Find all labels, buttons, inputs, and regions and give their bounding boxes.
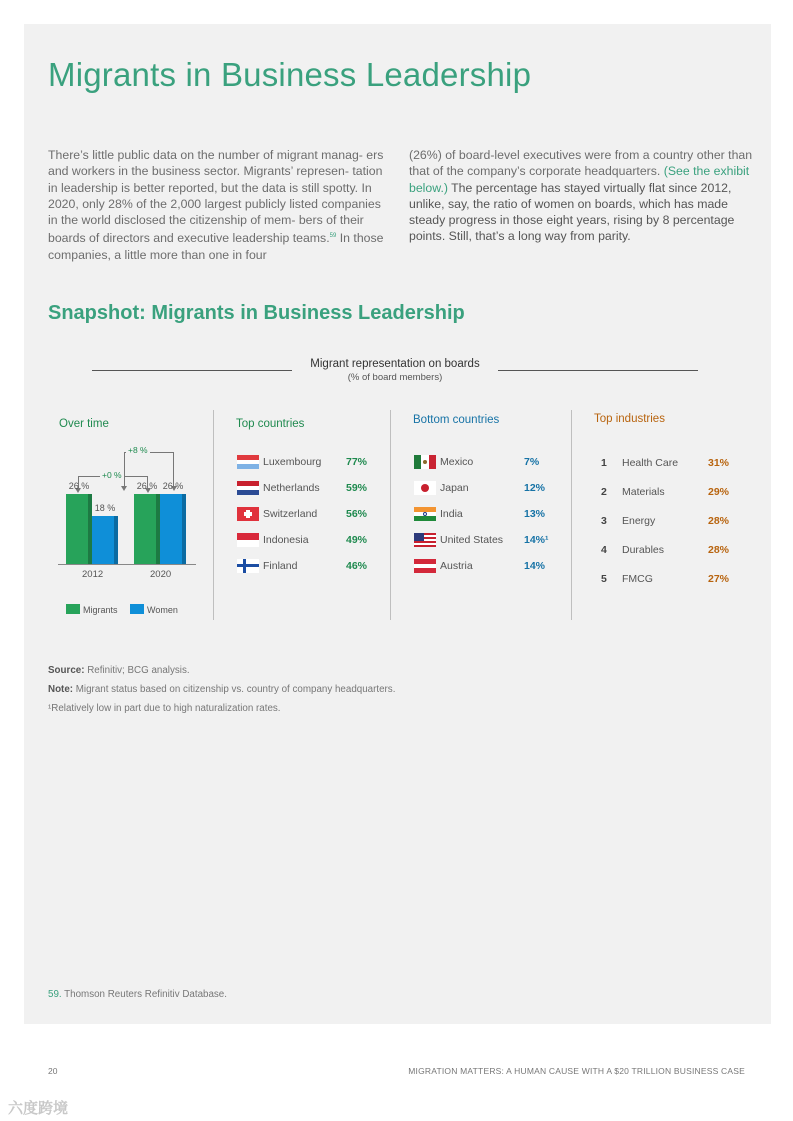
- industry-value: 27%: [708, 573, 730, 585]
- netherlands-flag-icon: [237, 481, 259, 495]
- industry-rank: 5: [601, 573, 607, 585]
- footnote-ref[interactable]: 59: [329, 233, 337, 240]
- country-name: Netherlands: [263, 482, 320, 494]
- list-item: [414, 559, 564, 575]
- country-name: India: [440, 508, 463, 520]
- country-value: 46%: [346, 560, 368, 572]
- japan-flag-icon: [414, 481, 436, 495]
- legend-label-migrants: Migrants: [83, 605, 118, 615]
- body-right-text2: The percentage has stayed virtually flat since 2012, unlike, say, the ratio of women on boards, which has made steady progress in those eight years, rising by 8 percentage points. Still, that’s a long way from parity.: [409, 180, 735, 244]
- industry-rank: 4: [601, 544, 607, 556]
- bar-label: 26 %: [162, 481, 184, 491]
- list-item: [414, 481, 564, 497]
- country-value: 59%: [346, 482, 368, 494]
- exhibit-link[interactable]: (See the exhibit below.): [409, 164, 750, 195]
- industry-value: 28%: [708, 544, 730, 556]
- country-name: Japan: [440, 482, 469, 494]
- bar-migrants-2012: [66, 494, 92, 564]
- over-time-chart: [56, 440, 206, 620]
- women-change-label: +8 %: [128, 445, 148, 455]
- country-name: Switzerland: [263, 508, 318, 520]
- exhibit-header: [92, 358, 698, 383]
- legend-swatch-women: [130, 604, 144, 614]
- industry-rank: 3: [601, 515, 607, 527]
- note-label: Note:: [48, 684, 74, 695]
- list-item: [237, 481, 387, 497]
- austria-flag-icon: [414, 559, 436, 573]
- country-name: United States: [440, 534, 504, 546]
- list-item: [237, 455, 387, 471]
- body-left-text: There’s little public data on the number of migrant manag- ers and workers in the business sector. Migrants’ represen- tation in leadership is better reported, but the data is still spotty. In 2020, only 28% of the 2,000 largest publicly listed companies in the world disclosed the citizenship of mem- bers of their boards of directors and executive leadership teams.: [48, 148, 384, 246]
- country-value: 14%¹: [524, 534, 549, 546]
- footnote-text: Thomson Reuters Refinitiv Database.: [61, 989, 227, 1000]
- list-item: [601, 572, 741, 588]
- x-tick-label: 2012: [82, 569, 104, 580]
- top-industries-heading: Top industries: [594, 413, 665, 425]
- country-value: 56%: [346, 508, 368, 520]
- country-value: 13%: [524, 508, 546, 520]
- industry-name: FMCG: [622, 573, 653, 585]
- country-value: 12%: [524, 482, 546, 494]
- exhibit-subtitle: (% of board members): [347, 372, 443, 383]
- watermark-logo: 六度跨境: [8, 1100, 69, 1117]
- list-item: [237, 533, 387, 549]
- bar-women-2020: [160, 494, 186, 564]
- list-item: [414, 507, 564, 523]
- industry-name: Materials: [622, 486, 665, 498]
- country-value: 14%: [524, 560, 546, 572]
- country-value: 7%: [524, 456, 540, 468]
- industry-rank: 2: [601, 486, 607, 498]
- column-divider: [571, 410, 572, 620]
- industry-value: 29%: [708, 486, 730, 498]
- bottom-countries-heading: Bottom countries: [413, 414, 500, 426]
- x-tick-label: 2020: [150, 569, 172, 580]
- header-rule-right: [498, 370, 698, 371]
- bar-label: 26 %: [136, 481, 158, 491]
- exhibit-notes: [48, 661, 395, 718]
- snapshot-title: Snapshot: Migrants in Business Leadership: [48, 302, 465, 324]
- country-name: Luxembourg: [263, 456, 322, 468]
- page-footnote: [48, 989, 227, 1000]
- list-item: [237, 559, 387, 575]
- india-flag-icon: [414, 507, 436, 521]
- industry-value: 28%: [708, 515, 730, 527]
- note-text: Migrant status based on citizenship vs. country of company headquarters.: [73, 684, 396, 695]
- list-item: [414, 533, 564, 549]
- bar-women-2012: [92, 516, 118, 564]
- top-countries-heading: Top countries: [236, 418, 305, 430]
- legend-migrants: [66, 604, 118, 615]
- mexico-flag-icon: [414, 455, 436, 469]
- list-item: [601, 456, 741, 472]
- chart-baseline: [58, 564, 196, 565]
- bar-label: 18 %: [94, 502, 116, 513]
- luxembourg-flag-icon: [237, 455, 259, 469]
- industry-name: Durables: [622, 544, 665, 556]
- legend-label-women: Women: [147, 605, 178, 615]
- header-rule-left: [92, 370, 292, 371]
- body-column-left: [48, 147, 388, 263]
- industry-name: Health Care: [622, 457, 679, 469]
- exhibit-title: Migrant representation on boards: [310, 358, 480, 370]
- body-left-tail: In those companies, a little more than one in four: [48, 231, 384, 262]
- country-name: Finland: [263, 560, 298, 572]
- list-item: [601, 543, 741, 559]
- country-name: Indonesia: [263, 534, 309, 546]
- country-value: 49%: [346, 534, 368, 546]
- body-right-text1: (26%) of board-level executives were from a country other than that of the company’s corporate headquarters.: [409, 148, 753, 179]
- page-title: Migrants in Business Leadership: [48, 56, 532, 93]
- list-item: [601, 485, 741, 501]
- running-title: MIGRATION MATTERS: A HUMAN CAUSE WITH A $20 TRILLION BUSINESS CASE: [408, 1066, 745, 1076]
- country-value: 77%: [346, 456, 368, 468]
- legend-swatch-migrants: [66, 604, 80, 614]
- list-item: [414, 455, 564, 471]
- footnote-1: ¹Relatively low in part due to high naturalization rates.: [48, 703, 281, 714]
- column-divider: [390, 410, 391, 620]
- industry-value: 31%: [708, 457, 730, 469]
- bar-label: 26 %: [68, 481, 90, 491]
- industry-name: Energy: [622, 515, 656, 527]
- source-label: Source:: [48, 665, 85, 676]
- legend-women: [130, 604, 178, 615]
- switzerland-flag-icon: [237, 507, 259, 521]
- country-name: Mexico: [440, 456, 474, 468]
- note-line: [48, 680, 395, 699]
- country-name: Austria: [440, 560, 473, 572]
- bar-migrants-2020: [134, 494, 160, 564]
- list-item: [237, 507, 387, 523]
- column-divider: [213, 410, 214, 620]
- footnote-number: 59.: [48, 989, 62, 1000]
- over-time-heading: Over time: [59, 418, 109, 430]
- migrants-change-label: +0 %: [102, 470, 122, 480]
- indonesia-flag-icon: [237, 533, 259, 547]
- page-number: 20: [48, 1066, 58, 1076]
- industry-rank: 1: [601, 457, 607, 469]
- body-column-right: [409, 147, 754, 245]
- source-text: Refinitiv; BCG analysis.: [84, 665, 190, 676]
- united-states-flag-icon: [414, 533, 436, 547]
- source-note: [48, 661, 395, 680]
- finland-flag-icon: [237, 559, 259, 573]
- list-item: [601, 514, 741, 530]
